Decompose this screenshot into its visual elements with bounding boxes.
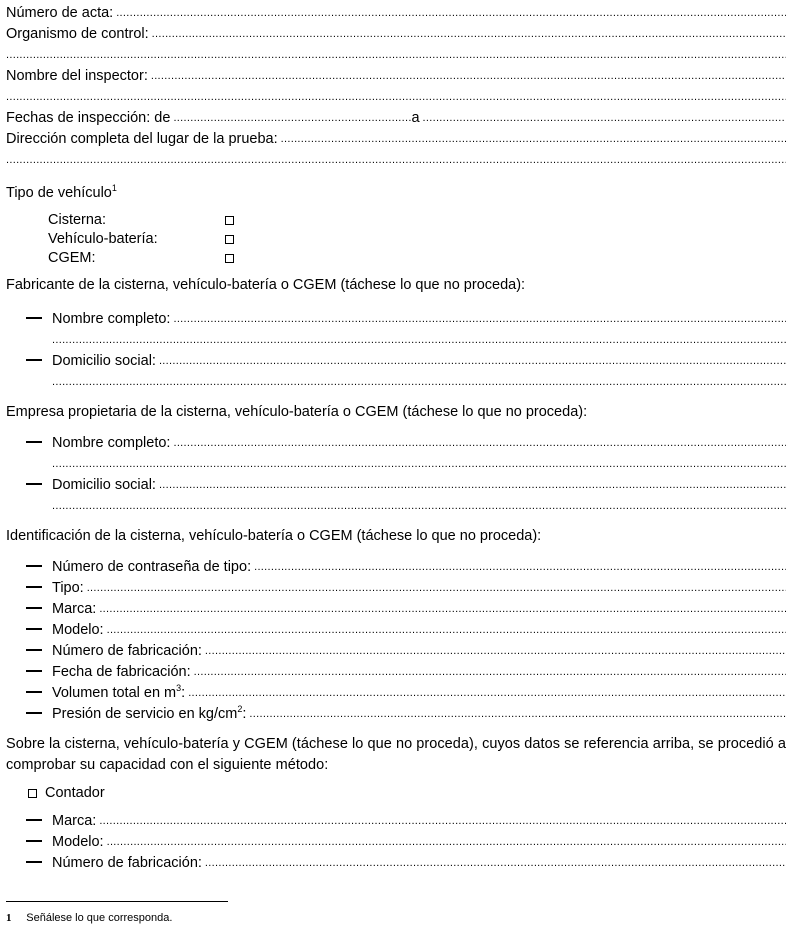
propietaria-domicilio-field[interactable] bbox=[159, 474, 786, 488]
item-label-text: Volumen total en m bbox=[52, 685, 177, 701]
identificacion-item-field[interactable] bbox=[188, 682, 786, 696]
organismo-label: Organismo de control: bbox=[6, 26, 149, 42]
identificacion-item-field[interactable] bbox=[205, 640, 786, 654]
acta-row bbox=[6, 3, 786, 24]
fechas-a-label: a bbox=[411, 110, 420, 126]
identificacion-item-label bbox=[52, 662, 191, 683]
footnote-text: Señálese lo que corresponda. bbox=[26, 912, 173, 924]
fechas-row bbox=[6, 108, 786, 129]
dash-icon bbox=[26, 483, 42, 485]
direccion-field[interactable] bbox=[281, 128, 786, 142]
inspector-field[interactable] bbox=[151, 65, 786, 79]
footnote-divider bbox=[6, 901, 228, 902]
metodo-marca-field[interactable] bbox=[99, 810, 786, 824]
identificacion-item-row bbox=[6, 599, 786, 620]
identificacion-item-field[interactable] bbox=[87, 577, 786, 591]
direccion-row bbox=[6, 129, 786, 150]
metodo-fabricacion-field[interactable] bbox=[205, 852, 786, 866]
fecha-desde-field[interactable] bbox=[173, 107, 411, 121]
item-label-text: Marca: bbox=[52, 601, 97, 617]
dash-icon bbox=[26, 565, 42, 567]
identificacion-item-field[interactable] bbox=[254, 556, 786, 570]
propietaria-nombre-field-2[interactable] bbox=[52, 453, 786, 467]
dash-icon bbox=[26, 607, 42, 609]
identificacion-item-row bbox=[6, 578, 786, 599]
propietaria-domicilio-row-2 bbox=[6, 496, 786, 517]
fabricante-domicilio-row bbox=[6, 351, 786, 372]
item-label-text: Número de fabricación: bbox=[52, 643, 202, 659]
inspector-label: Nombre del inspector: bbox=[6, 68, 148, 84]
metodo-fabricacion-label: Número de fabricación: bbox=[52, 855, 202, 871]
form-page bbox=[6, 0, 786, 874]
item-label-superscript: 3 bbox=[176, 683, 182, 694]
fabricante-domicilio-row-2 bbox=[6, 372, 786, 393]
dash-icon bbox=[26, 840, 42, 842]
option-label: Vehículo-batería: bbox=[48, 231, 158, 247]
identificacion-item-row bbox=[6, 620, 786, 641]
identificacion-heading: Identificación de la cisterna, vehículo-batería o CGEM (táchese lo que no proceda): bbox=[6, 528, 542, 544]
identificacion-item-label bbox=[52, 578, 84, 599]
organismo-field-2[interactable] bbox=[6, 44, 786, 58]
inspector-row bbox=[6, 66, 786, 87]
cgem-checkbox[interactable] bbox=[225, 254, 234, 263]
cisterna-checkbox[interactable] bbox=[225, 216, 234, 225]
fabricante-nombre-field-2[interactable] bbox=[52, 329, 786, 343]
identificacion-item-label bbox=[52, 557, 251, 578]
identificacion-item-row bbox=[6, 662, 786, 683]
dash-icon bbox=[26, 317, 42, 319]
metodo-modelo-row bbox=[6, 832, 786, 853]
direccion-label: Dirección completa del lugar de la prueba: bbox=[6, 131, 278, 147]
direccion-field-2[interactable] bbox=[6, 149, 786, 163]
fabricante-domicilio-field[interactable] bbox=[159, 350, 786, 364]
metodo-fabricacion-row bbox=[6, 853, 786, 874]
dash-icon bbox=[26, 819, 42, 821]
inspector-row-2 bbox=[6, 87, 786, 108]
identificacion-item-row bbox=[6, 704, 786, 725]
contador-option bbox=[6, 779, 786, 807]
identificacion-item-field[interactable] bbox=[194, 661, 786, 675]
dash-icon bbox=[26, 861, 42, 863]
organismo-row-2 bbox=[6, 45, 786, 66]
footnote bbox=[6, 912, 172, 924]
identificacion-item-field[interactable] bbox=[107, 619, 786, 633]
item-label-text: Número de contraseña de tipo: bbox=[52, 559, 252, 575]
dash-icon bbox=[26, 712, 42, 714]
fabricante-heading: Fabricante de la cisterna, vehículo-batería o CGEM (táchese lo que no proceda): bbox=[6, 277, 526, 293]
dash-icon bbox=[26, 441, 42, 443]
propietaria-nombre-field[interactable] bbox=[173, 432, 786, 446]
dash-icon bbox=[26, 649, 42, 651]
dash-icon bbox=[26, 670, 42, 672]
tipo-title: Tipo de vehículo bbox=[6, 185, 112, 201]
identificacion-list bbox=[6, 557, 786, 725]
acta-field[interactable] bbox=[116, 2, 786, 16]
dash-icon bbox=[26, 359, 42, 361]
option-label: Cisterna: bbox=[48, 212, 107, 228]
fecha-hasta-field[interactable] bbox=[423, 107, 786, 121]
dash-icon bbox=[26, 586, 42, 588]
inspector-field-2[interactable] bbox=[6, 86, 786, 100]
fabricante-nombre-label: Nombre completo: bbox=[52, 311, 171, 327]
metodo-modelo-label: Modelo: bbox=[52, 834, 104, 850]
identificacion-item-field[interactable] bbox=[249, 703, 786, 717]
option-cgem bbox=[48, 249, 786, 268]
identificacion-item-row bbox=[6, 641, 786, 662]
fabricante-domicilio-field-2[interactable] bbox=[52, 371, 786, 385]
identificacion-item-row bbox=[6, 683, 786, 704]
propietaria-domicilio-label: Domicilio social: bbox=[52, 477, 156, 493]
propietaria-domicilio-row bbox=[6, 475, 786, 496]
dash-icon bbox=[26, 691, 42, 693]
tipo-options bbox=[48, 211, 786, 268]
contador-label: Contador bbox=[45, 785, 105, 801]
item-label-colon: : bbox=[181, 685, 186, 701]
contador-checkbox[interactable] bbox=[28, 789, 37, 798]
identificacion-item-label bbox=[52, 599, 96, 620]
fabricante-nombre-field[interactable] bbox=[173, 308, 786, 322]
direccion-row-2 bbox=[6, 150, 786, 171]
vehiculo-bateria-checkbox[interactable] bbox=[225, 235, 234, 244]
fechas-de-label: Fechas de inspección: de bbox=[6, 110, 171, 126]
metodo-marca-label: Marca: bbox=[52, 813, 97, 829]
fabricante-nombre-row-2 bbox=[6, 330, 786, 351]
organismo-row bbox=[6, 24, 786, 45]
metodo-paragraph: Sobre la cisterna, vehículo-batería y CGEM (táchese lo que no proceda), cuyos datos se referencia arriba, se procedió a comprobar su capacidad con el siguiente método: bbox=[6, 736, 786, 773]
item-label-text: Fecha de fabricación: bbox=[52, 664, 191, 680]
item-label-text: Presión de servicio en kg/cm bbox=[52, 706, 238, 722]
dash-icon bbox=[26, 628, 42, 630]
propietaria-domicilio-field-2[interactable] bbox=[52, 495, 786, 509]
identificacion-item-row bbox=[6, 557, 786, 578]
tipo-heading bbox=[6, 183, 786, 204]
propietaria-nombre-label: Nombre completo: bbox=[52, 435, 171, 451]
fabricante-domicilio-label: Domicilio social: bbox=[52, 353, 156, 369]
footnote-ref: 1 bbox=[111, 183, 117, 194]
identificacion-item-label bbox=[52, 641, 202, 662]
identificacion-item-label bbox=[52, 704, 246, 725]
metodo-marca-row bbox=[6, 811, 786, 832]
item-label-text: Modelo: bbox=[52, 622, 104, 638]
identificacion-item-label bbox=[52, 620, 104, 641]
option-label: CGEM: bbox=[48, 250, 96, 266]
fabricante-nombre-row bbox=[6, 309, 786, 330]
propietaria-nombre-row-2 bbox=[6, 454, 786, 475]
item-label-superscript: 2 bbox=[237, 704, 243, 715]
propietaria-heading: Empresa propietaria de la cisterna, vehículo-batería o CGEM (táchese lo que no proceda): bbox=[6, 404, 588, 420]
organismo-field[interactable] bbox=[152, 23, 786, 37]
option-vehiculo-bateria bbox=[48, 230, 786, 249]
identificacion-item-label bbox=[52, 683, 185, 704]
identificacion-item-field[interactable] bbox=[99, 598, 786, 612]
footnote-number: 1 bbox=[6, 912, 12, 924]
option-cisterna bbox=[48, 211, 786, 230]
item-label-text: Tipo: bbox=[52, 580, 84, 596]
acta-label: Número de acta: bbox=[6, 5, 114, 21]
propietaria-nombre-row bbox=[6, 433, 786, 454]
metodo-modelo-field[interactable] bbox=[107, 831, 786, 845]
item-label-colon: : bbox=[242, 706, 247, 722]
